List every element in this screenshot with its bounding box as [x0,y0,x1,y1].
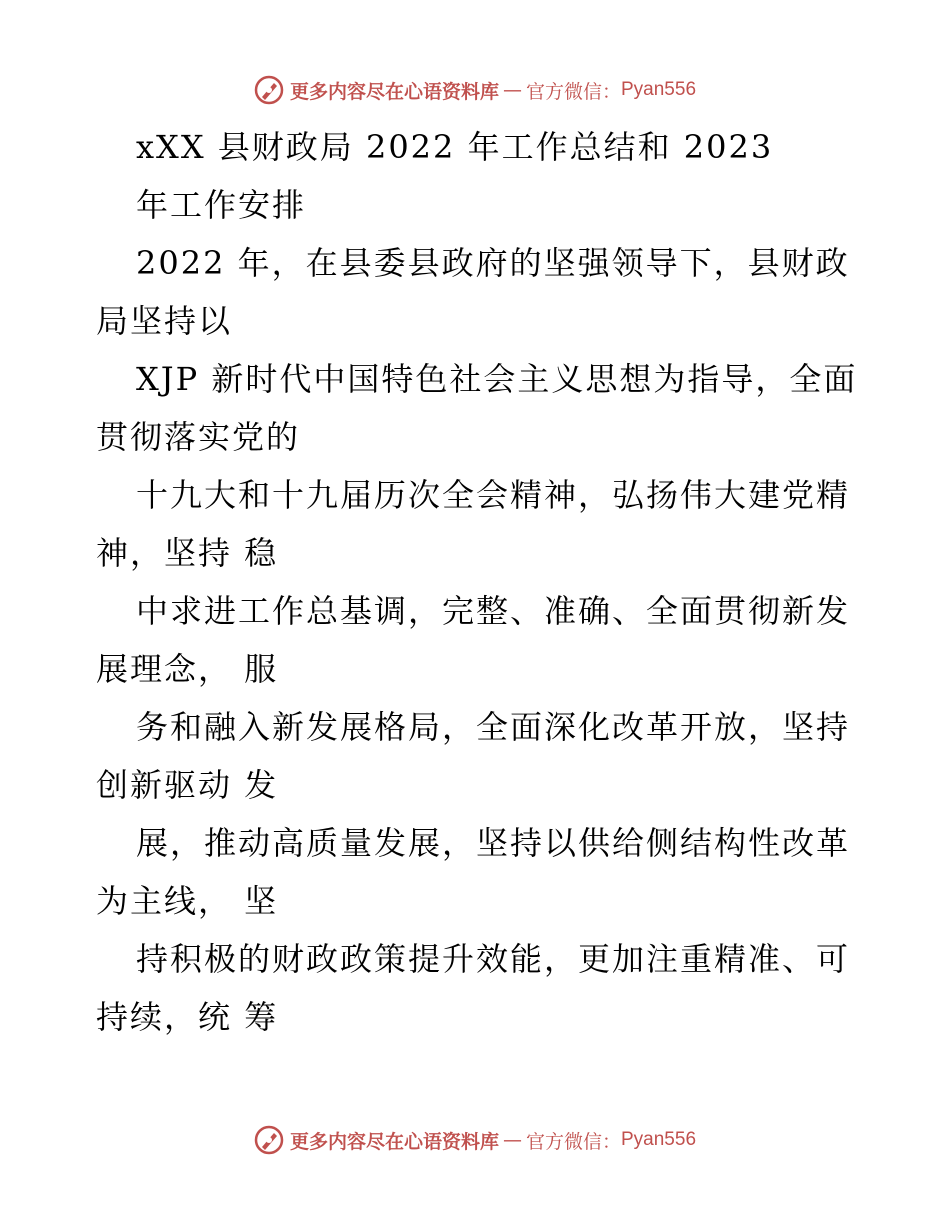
paragraph-line: 务和融入新发展格局，全面深化改革开放，坚持 [136,708,851,746]
watermark-wechat-id: Pyan556 [621,79,697,100]
paragraph-line: 持积极的财政政策提升效能，更加注重精准、可 [136,940,851,978]
paragraph-line: 贯彻落实党的 [96,418,301,456]
watermark-official-label: 官方微信： [525,1130,621,1153]
watermark-official-label: 官方微信： [525,80,621,103]
document-body [96,118,856,1046]
header-watermark [0,70,950,110]
paragraph-line: 局坚持以 [96,302,233,340]
paragraph-line: 展理念， 服 [96,650,279,688]
document-title-line-2: 年工作安排 [136,186,307,224]
watermark-text: 更多内容尽在心语资料库 [289,1130,499,1153]
paragraph-line: 中求进工作总基调，完整、准确、全面贯彻新发 [136,592,851,630]
watermark-separator: — [502,1129,522,1151]
paragraph-line: 神，坚持 稳 [96,534,279,572]
pen-logo-icon [254,75,284,105]
paragraph-line: 持续，统 筹 [96,998,279,1036]
watermark-wechat-id: Pyan556 [621,1129,697,1150]
paragraph-line: 为主线， 坚 [96,882,279,920]
document-title-line-1: xXX 县财政局 2022 年工作总结和 2023 [136,128,774,166]
pen-logo-icon [254,1125,284,1155]
paragraph-line: 创新驱动 发 [96,766,279,804]
watermark-text: 更多内容尽在心语资料库 [289,80,499,103]
watermark-separator: — [502,79,522,101]
paragraph-line: 2022 年，在县委县政府的坚强领导下，县财政 [136,244,850,282]
footer-watermark [0,1120,950,1160]
paragraph-line: XJP 新时代中国特色社会主义思想为指导，全面 [136,360,858,398]
paragraph-line: 展，推动高质量发展，坚持以供给侧结构性改革 [136,824,851,862]
paragraph-line: 十九大和十九届历次全会精神，弘扬伟大建党精 [136,476,851,514]
